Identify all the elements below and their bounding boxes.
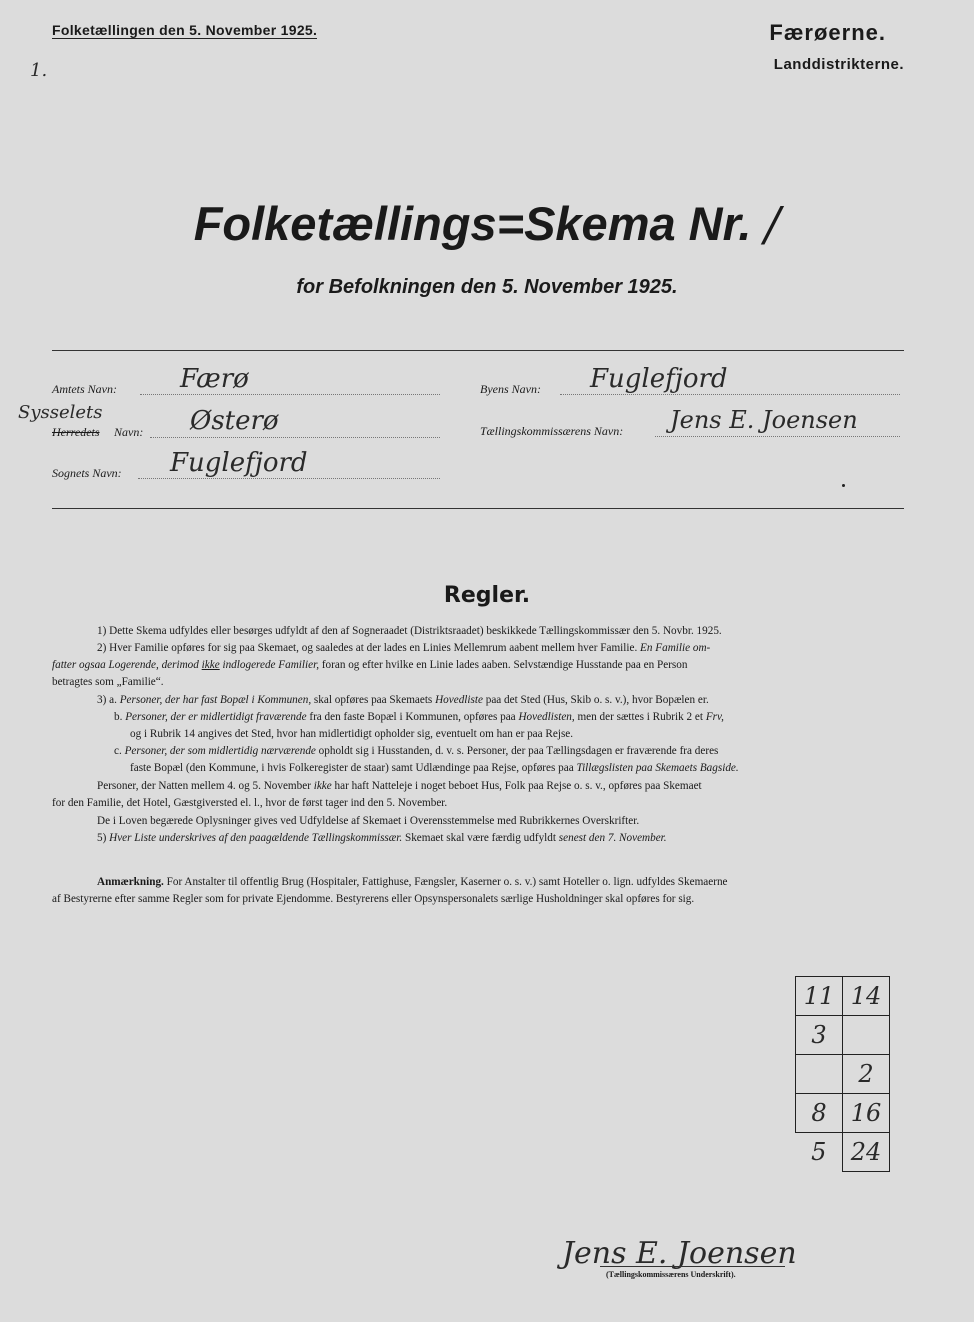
rule-3b-italic-2: Hovedlisten, bbox=[518, 711, 575, 723]
rule-2-line-1 bbox=[97, 642, 710, 654]
district-name: Landdistrikterne. bbox=[773, 56, 904, 73]
region-name: Færøerne. bbox=[769, 20, 886, 45]
rule-3a-post: paa det Sted (Hus, Skib o. s. v.), hvor Bopælen er. bbox=[485, 694, 709, 706]
tally-cell: 24 bbox=[843, 1133, 890, 1172]
commissioner-signature: Jens E. Joensen bbox=[562, 1236, 797, 1271]
note-text-1: For Anstalter til offentlig Brug (Hospitaler, Fattighuse, Fængsler, Kaserner o. s. v.) samt Hoteller o. lign. udfyldes Skemaerne bbox=[166, 876, 728, 888]
sogn-label: Sognets Navn: bbox=[52, 466, 122, 480]
amt-dotline bbox=[140, 394, 440, 395]
rule-4-prefix: Personer, der Natten mellem 4. og 5. November bbox=[97, 780, 311, 792]
rule-3b bbox=[114, 711, 724, 723]
signature-caption: (Tællingskommissærens Underskrift). bbox=[606, 1270, 736, 1279]
rule-3a-mid: skal opføres paa Skemaets bbox=[313, 694, 433, 706]
tally-cell: 14 bbox=[843, 977, 890, 1016]
rule-3b-prefix: b. bbox=[114, 711, 123, 723]
rule-3b-italic: Personer, der er midlertidigt fraværende bbox=[125, 711, 307, 723]
rule-2-line-3: betragtes som „Familie“. bbox=[52, 676, 164, 688]
rule-3b-line-2: og i Rubrik 14 angives det Sted, hvor han midlertidigt opholder sig, eventuelt om han er paa Rejse. bbox=[130, 728, 574, 740]
herred-struck-label: Herredets bbox=[52, 425, 100, 439]
census-date-header: Folketællingen den 5. November 1925. bbox=[52, 22, 318, 38]
commissioner-label: Tællingskommissærens Navn: bbox=[480, 424, 624, 438]
note-label: Anmærkning. bbox=[97, 876, 164, 888]
rule-3c-italic: Personer, der som midlertidig nærværende bbox=[124, 745, 316, 757]
tally-cell bbox=[843, 1016, 890, 1055]
tally-cell: 8 bbox=[796, 1094, 843, 1133]
rule-3c-post: opholdt sig i Husstanden, d. v. s. Personer, der paa Tællingsdagen er fraværende fra deres bbox=[318, 745, 719, 757]
rule-1: 1) Dette Skema udfyldes eller besørges udfyldt af den af Sogneraadet (Distriktsraadet) beskikkede Tællingskommissær den 5. Novbr. 1925. bbox=[97, 625, 722, 637]
form-title bbox=[0, 196, 974, 252]
rule-3a bbox=[97, 694, 709, 706]
byens-value: Fuglefjord bbox=[590, 364, 728, 394]
sogn-value: Fuglefjord bbox=[170, 448, 308, 478]
form-subtitle: for Befolkningen den 5. November 1925. bbox=[296, 276, 678, 298]
table-row bbox=[796, 1133, 890, 1172]
ink-dot bbox=[842, 484, 845, 487]
rule-3c bbox=[114, 745, 718, 757]
herred-label: Navn: bbox=[114, 425, 144, 439]
tally-cell bbox=[796, 1055, 843, 1094]
rule-2b-italic-1: fatter ogsaa Logerende, derimod bbox=[52, 659, 199, 671]
rule-3c2-prefix: faste Bopæl (den Kommune, i hvis Folkeregister de staar) samt Udlændinge paa Rejse, opføres paa bbox=[130, 762, 574, 774]
table-row bbox=[796, 1016, 890, 1055]
herred-dotline bbox=[150, 437, 440, 438]
rule-5-italic: Hver Liste underskrives af den paagældende Tællingskommissær. bbox=[109, 832, 403, 844]
rule-4-line-2: for den Familie, det Hotel, Gæstgiversted el. l., hvor de først tager ind den 5. November. bbox=[52, 797, 448, 809]
rule-2a-italic: En Familie om- bbox=[640, 642, 711, 654]
form-number: / bbox=[764, 197, 781, 252]
rule-3a-prefix: 3) a. bbox=[97, 694, 117, 706]
note-line-1 bbox=[97, 876, 728, 888]
rule-3c-prefix: c. bbox=[114, 745, 122, 757]
tally-cell: 3 bbox=[796, 1016, 843, 1055]
rule-3c2-italic: Tillægslisten paa Skemaets Bagside. bbox=[576, 762, 739, 774]
rule-2a: 2) Hver Familie opføres for sig paa Skemaet, og saaledes at der lades en Linies Mellemrum aabent mellem hver Familie. bbox=[97, 642, 638, 654]
bottom-rule bbox=[52, 508, 904, 509]
byens-dotline bbox=[560, 394, 900, 395]
rule-4-post: har haft Natteleje i noget beboet Hus, Folk paa Rejse o. s. v., opføres paa Skemaet bbox=[334, 780, 702, 792]
tally-cell: 11 bbox=[796, 977, 843, 1016]
rule-3b-italic-3: Frv, bbox=[705, 711, 724, 723]
rule-2b-italic-3: indlogerede Familier, bbox=[222, 659, 320, 671]
rule-3a-italic: Personer, der har fast Bopæl i Kommunen, bbox=[119, 694, 312, 706]
table-row bbox=[796, 977, 890, 1016]
signature-line bbox=[600, 1266, 785, 1267]
top-rule bbox=[52, 350, 904, 351]
rules-heading: Regler. bbox=[443, 583, 531, 608]
byens-label: Byens Navn: bbox=[480, 382, 541, 396]
tally-table bbox=[795, 976, 890, 1172]
rule-4-italic: ikke bbox=[313, 780, 332, 792]
rule-3b-post: men der sættes i Rubrik 2 et bbox=[577, 711, 704, 723]
rule-5-mid: Skemaet skal være færdig udfyldt bbox=[404, 832, 556, 844]
tally-cell: 5 bbox=[811, 1138, 827, 1167]
herred-value: Østerø bbox=[190, 406, 279, 436]
table-row bbox=[796, 1094, 890, 1133]
rule-5-prefix: 5) bbox=[97, 832, 107, 844]
commissioner-dotline bbox=[655, 436, 900, 437]
herred-correction: Sysselets bbox=[18, 402, 103, 423]
amt-value: Færø bbox=[180, 364, 249, 394]
rule-4 bbox=[97, 780, 702, 792]
rule-5-italic-2: senest den 7. November. bbox=[558, 832, 667, 844]
note-line-2: af Bestyrerne efter samme Regler som for private Ejendomme. Bestyrerens eller Opsynspersonalets særlige Husholdninger skal opføres for sig. bbox=[52, 893, 695, 905]
table-row bbox=[796, 1055, 890, 1094]
rule-3c-line-2 bbox=[130, 762, 739, 774]
amt-label: Amtets Navn: bbox=[52, 382, 117, 396]
rule-3b-mid: fra den faste Bopæl i Kommunen, opføres paa bbox=[309, 711, 516, 723]
form-title-text: Folketællings=Skema Nr. bbox=[193, 197, 752, 250]
tally-cell: 2 bbox=[843, 1055, 890, 1094]
sogn-dotline bbox=[138, 478, 440, 479]
rule-2b-italic-2: ikke bbox=[201, 659, 220, 671]
margin-mark: 1. bbox=[30, 60, 48, 81]
commissioner-value: Jens E. Joensen bbox=[670, 406, 858, 434]
rule-2-line-2 bbox=[52, 659, 687, 671]
tally-cell: 16 bbox=[843, 1094, 890, 1133]
rule-3a-italic-2: Hovedliste bbox=[435, 694, 483, 706]
rule-2b: foran og efter hvilke en Linie lades aaben. Selvstændige Husstande paa en Person bbox=[321, 659, 688, 671]
rule-loven: De i Loven begærede Oplysninger gives ved Udfyldelse af Skemaet i Overensstemmelse med Rubrikkernes Overskrifter. bbox=[97, 815, 640, 827]
rule-5 bbox=[97, 832, 667, 844]
